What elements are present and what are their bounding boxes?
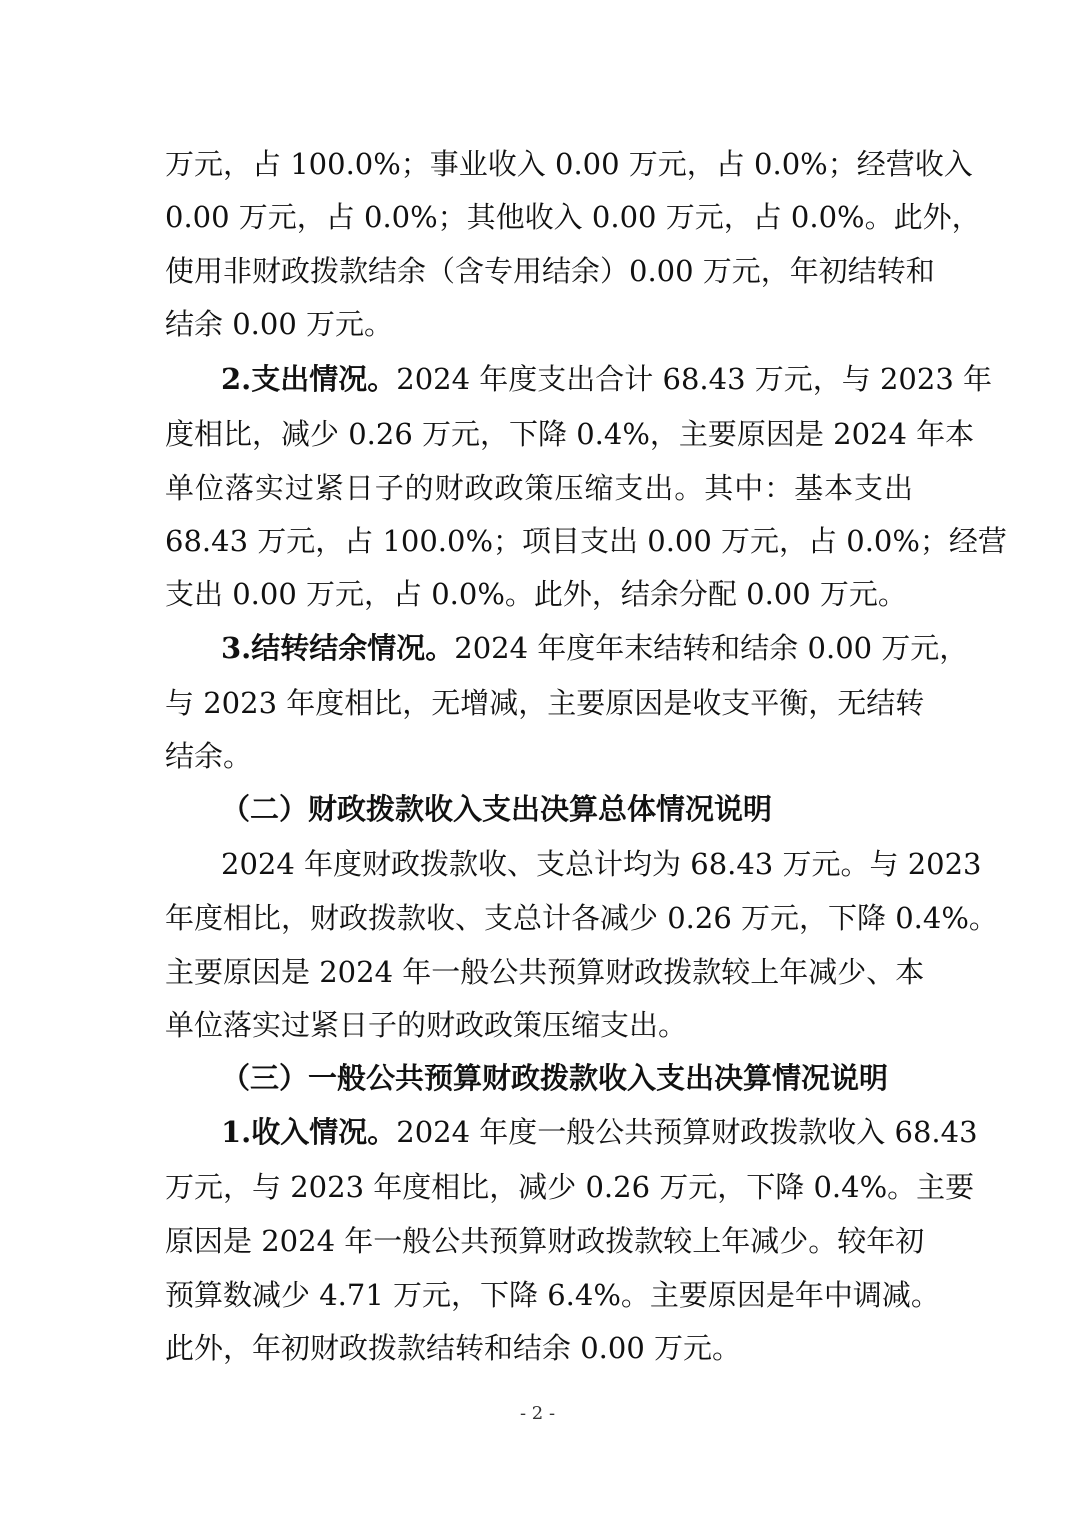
paragraph-line	[165, 1214, 925, 1268]
paragraph-line	[165, 1160, 975, 1214]
carryover-paragraph-start	[221, 621, 969, 675]
paragraph-line	[165, 945, 925, 999]
line-text: 2024 年度财政拨款收、支总计均为 68.43 万元。与 2023	[221, 847, 982, 881]
line-text: 68.43 万元，占 100.0%；项目支出 0.00 万元，占 0.0%；经营	[165, 524, 1007, 558]
line-text: 单位落实过紧日子的财政政策压缩支出。其中：基本支出	[165, 471, 913, 505]
income-paragraph-start	[221, 1105, 978, 1159]
line-text: 与 2023 年度相比，无增减，主要原因是收支平衡，无结转	[165, 686, 925, 720]
section-heading-3: （三）一般公共预算财政拨款收入支出决算情况说明	[221, 1061, 889, 1095]
paragraph-line	[165, 1268, 940, 1322]
line-text: 2024 年度一般公共预算财政拨款收入 68.43	[396, 1115, 978, 1149]
paragraph-line	[165, 1321, 913, 1375]
line-text: 单位落实过紧日子的财政政策压缩支出。	[165, 1008, 688, 1042]
expenditure-paragraph-start	[221, 352, 992, 406]
line-text: 使用非财政拨款结余（含专用结余）0.00 万元，年初结转和	[165, 254, 935, 288]
paragraph-line	[165, 514, 1007, 568]
line-text: 此外，年初财政拨款结转和结余 0.00 万元。	[165, 1331, 742, 1365]
paragraph-line	[165, 729, 913, 783]
line-text: 2024 年度支出合计 68.43 万元，与 2023 年	[396, 362, 992, 396]
paragraph-line	[165, 297, 913, 351]
line-text: 年度相比，财政拨款收、支总计各减少 0.26 万元，下降 0.4%。	[165, 901, 998, 935]
line-text: 万元，与 2023 年度相比，减少 0.26 万元，下降 0.4%。主要	[165, 1170, 975, 1204]
line-text: 主要原因是 2024 年一般公共预算财政拨款较上年减少、本	[165, 955, 925, 989]
line-text: 2024 年度年末结转和结余 0.00 万元，	[454, 631, 969, 665]
line-text: 度相比，减少 0.26 万元，下降 0.4%，主要原因是 2024 年本	[165, 417, 975, 451]
line-text: 万元，占 100.0%；事业收入 0.00 万元，占 0.0%；经营收入	[165, 147, 973, 181]
paragraph-line	[165, 676, 925, 730]
line-text: 预算数减少 4.71 万元，下降 6.4%。主要原因是年中调减。	[165, 1278, 940, 1312]
paragraph-line	[165, 137, 973, 191]
line-text: 原因是 2024 年一般公共预算财政拨款较上年减少。较年初	[165, 1224, 925, 1258]
carryover-label: 3.结转结余情况。	[221, 631, 455, 665]
paragraph-line	[165, 998, 913, 1052]
paragraph-line	[165, 190, 981, 244]
line-text: 结余。	[165, 739, 253, 773]
paragraph-line	[221, 837, 982, 891]
paragraph-line	[165, 244, 935, 298]
page-number: - 2 -	[519, 1403, 556, 1424]
paragraph-line	[165, 891, 998, 945]
line-text: 支出 0.00 万元，占 0.0%。此外，结余分配 0.00 万元。	[165, 577, 907, 611]
section-heading-2: （二）财政拨款收入支出决算总体情况说明	[221, 792, 773, 826]
line-text: 0.00 万元，占 0.0%；其他收入 0.00 万元，占 0.0%。此外，	[165, 200, 981, 234]
income-label: 1.收入情况。	[221, 1115, 397, 1149]
paragraph-line	[165, 407, 975, 461]
line-text: 结余 0.00 万元。	[165, 307, 394, 341]
paragraph-line	[165, 567, 913, 621]
paragraph-line	[165, 461, 913, 515]
expenditure-label: 2.支出情况。	[221, 362, 397, 396]
